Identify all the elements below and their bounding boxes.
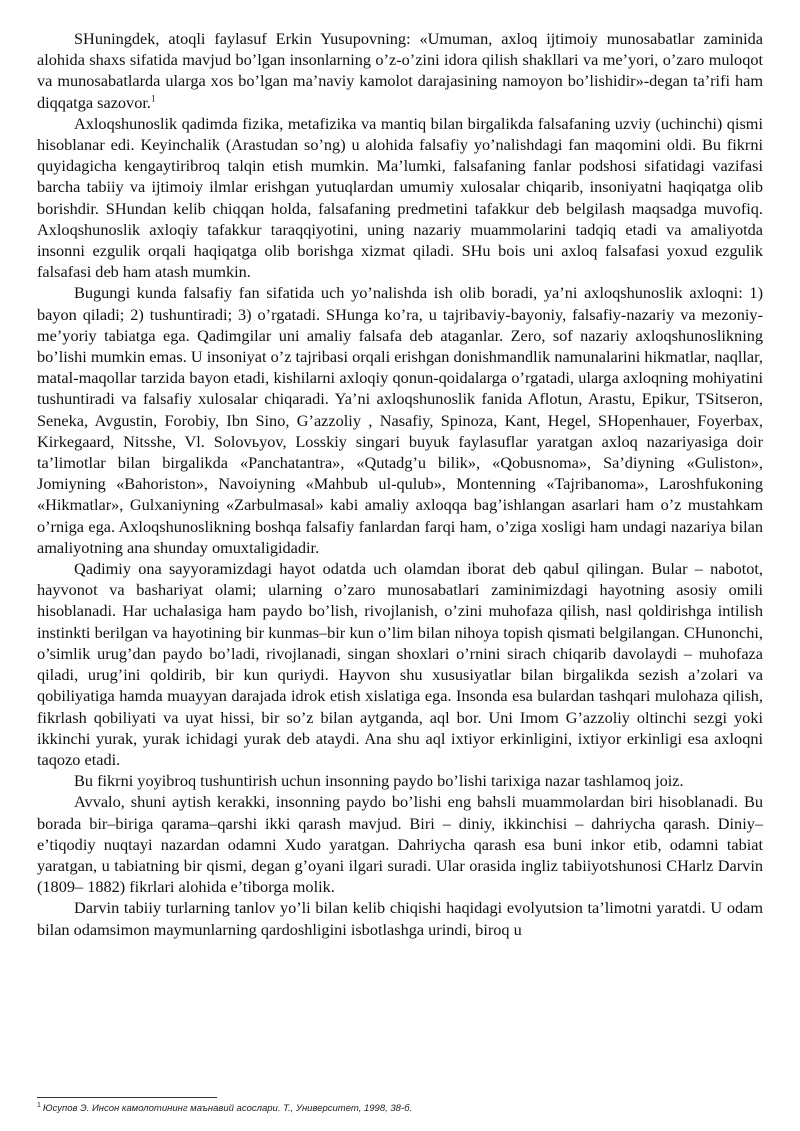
footnote [37, 1103, 763, 1115]
document-body [37, 28, 763, 940]
footnote-divider [37, 1097, 217, 1098]
paragraph-2: Axloqshunoslik qadimda fizika, metafizika va mantiq bilan birgalikda falsafaning uzviy (uchinchi) qismi hisoblanar edi. Keyinchalik (Arastudan so’ng) u alohida falsafiy yo’nalishdagi fan maqomini oldi. Bu fikrni quyidagicha kengaytiribroq talqin etish mumkin. Ma’lumki, falsafaning fanlar podshosi sifatidagi vazifasi barcha tabiiy va ijtimoiy ilmlar erishgan yutuqlardan umumiy xulosalar chiqarib, insoniyatni haqiqatga olib borishdir. SHundan kelib chiqqan holda, falsafaning predmetini tafakkur deb belgilash maqsadga muvofiq. Axloqshunoslik axloqiy tafakkur taraqqiyotini, uning nazariy muammolarini tadqiq etadi va amaliyotda insonni ezgulik orqali haqiqatga olib borishga xizmat qiladi. SHu bois uni axloq falsafasi yoxud ezgulik falsafasi deb ham atash mumkin. [37, 113, 763, 282]
footnote-reference[interactable]: 1 [150, 93, 156, 104]
paragraph-1-text: SHuningdek, atoqli faylasuf Erkin Yusupovning: «Umuman, axloq ijtimoiy munosabatlar zaminida alohida shaxs sifatida mavjud bo’lgan insonlarning o’z-o’zini idora qilish shakllari va me’yori, o’zaro muloqot va munosabatlarda ularga xos bo’lgan ma’naviy kamolot darajasining namoyon bo’lishidir»-degan ta’rifi ham diqqatga sazovor. [37, 29, 763, 112]
footnote-text: Юсупов Э. Инсон камолотининг маънавий асослари. Т., Университет, 1998, 38-б. [42, 1103, 413, 1114]
footnote-number: 1 [37, 1101, 41, 1109]
paragraph-1 [37, 28, 763, 113]
paragraph-7: Darvin tabiiy turlarning tanlov yo’li bilan kelib chiqishi haqidagi evolyutsion ta’limotni yaratdi. U odam bilan odamsimon maymunlarning qardoshligini isbotlashga urindi, biroq u [37, 898, 763, 939]
paragraph-4: Qadimiy ona sayyoramizdagi hayot odatda uch olamdan iborat deb qabul qilingan. Bular – nabotot, hayvonot va bashariyat olami; ularning o’zaro munosabatlari zaminimizdagi hayotning asosiy omili hisoblanadi. Har uchalasiga ham paydo bo’lish, rivojlanish, o’zini muhofaza qilish, nasl qoldirishga intilish instinkti berilgan va hayotining bir kunmas–bir kun o’lim bilan nihoya topish qismati belgilangan. CHunonchi, o’simlik urug’dan paydo bo’ladi, rivojlanadi, singan shoxlari o’rnini sirach chiqarib davolaydi – muhofaza qiladi, urug’ini qoldirib, bir kun quriydi. Hayvon shu xususiyatlar bilan birgalikda sezish a’zolari va qobiliyatiga hamda muayyan darajada idrok etish xislatiga ega. Insonda esa bulardan tashqari mulohaza qilish, fikrlash qobiliyati va uyat hissi, bir so’z bilan aytganda, aql bor. Uni Imom G’azzoliy oltinchi sezgi yoki ikkinchi yurak, yurak ichidagi yurak deb ataydi. Ana shu aql ixtiyor erkinligini, ixtiyor erkinligi esa axloqni taqozo etadi. [37, 559, 763, 769]
paragraph-6: Avvalo, shuni aytish kerakki, insonning paydo bo’lishi eng bahsli muammolardan biri hisoblanadi. Bu borada bir–biriga qarama–qarshi ikki qarash mavjud. Biri – diniy, ikkinchisi – dahriycha qarash. Diniy–e’tiqodiy nuqtayi nazardan odamni Xudo yaratgan. Dahriycha qarash esa buni inkor etib, odamni tabiat yaratgan, u tabiatning bir qismi, degan g’oyani ilgari suradi. Ular orasida ingliz tabiiyotshunosi CHarlz Darvin (1809– 1882) fikrlari alohida e’tiborga molik. [37, 792, 763, 897]
paragraph-5: Bu fikrni yoyibroq tushuntirish uchun insonning paydo bo’lishi tarixiga nazar tashlamoq joiz. [74, 771, 684, 791]
paragraph-3: Bugungi kunda falsafiy fan sifatida uch yo’nalishda ish olib boradi, ya’ni axloqshunoslik axloqni: 1) bayon qiladi; 2) tushuntiradi; 3) o’rgatadi. SHunga ko’ra, u tajribaviy-bayoniy, falsafiy-nazariy va mezoniy-me’yoriy tabiatga ega. Qadimgilar uni amaliy falsafa deb ataganlar. Zero, sof nazariy axloqshunoslikning bo’lishi mumkin emas. U insoniyat o’z tajribasi orqali erishgan donishmandlik namunalarini hikmatlar, naqllar, matal-maqollar tarzida bayon etadi, kishilarni axloqiy qonun-qoidalarga o’rgatadi, ularga axloqning mohiyatini tushuntiradi va falsafiy xulosalar chiqaradi. Ya’ni axloqshunoslik fanida Aflotun, Arastu, Epikur, TSitseron, Seneka, Avgustin, Forobiy, Ibn Sino, G’azzoliy , Nasafiy, Spinoza, Kant, Hegel, SHopenhauer, Foyerbax, Kirkegaard, Nitsshe, Vl. Solovьyov, Losskiy singari buyuk faylasuflar yaratgan axloq nazariyasiga doir ta’limotlar bilan birgalikda «Panchatantra», «Qutadg’u bilik», «Qobusnoma», Sa’diyning «Guliston», Jomiyning «Bahoriston», Navoiyning «Mahbub ul-qulub», Montenning «Tajribanoma», Laroshfukoning «Hikmatlar», Gulxaniyning «Zarbulmasal» kabi amaliy axloqqa bag’ishlangan asarlari ham o’z mustahkam o’rniga ega. Axloqshunoslikning boshqa falsafiy fanlardan farqi ham, o’ziga xosligi ham undagi nazariya bilan amaliyotning ana shunday omuxtaligidadir. [37, 283, 763, 557]
